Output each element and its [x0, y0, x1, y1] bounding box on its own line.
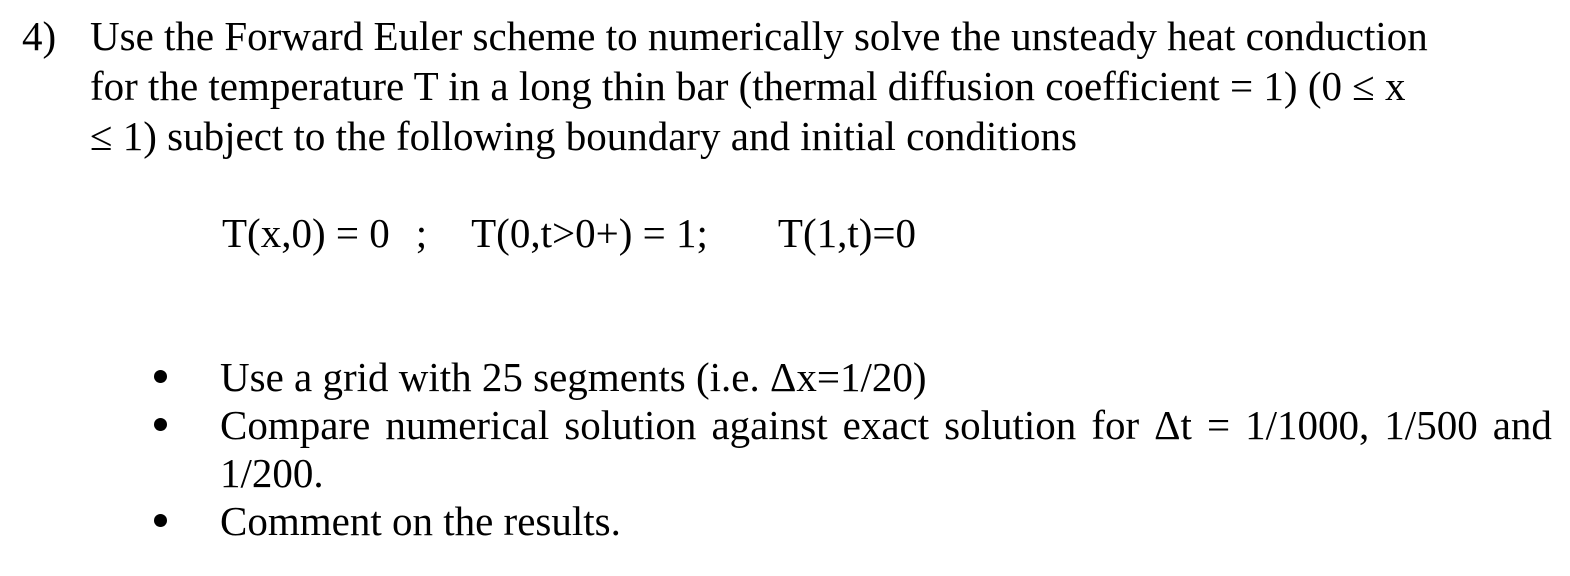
word: Compare — [220, 402, 371, 448]
right-boundary-condition: T(1,t)=0 — [777, 210, 917, 256]
list-item — [150, 352, 1552, 400]
bullet-icon — [154, 370, 167, 383]
question-number: 4) — [22, 13, 57, 59]
list-item-text — [220, 400, 1552, 448]
left-boundary-condition: T(0,t>0+) = 1; — [471, 210, 708, 256]
list-item-text: Use a grid with 25 segments (i.e. Δx=1/20) — [220, 354, 927, 400]
word: for — [1091, 402, 1140, 448]
bullet-icon — [154, 514, 167, 527]
word: solution — [944, 402, 1077, 448]
word: and — [1492, 402, 1552, 448]
word: 1/500 — [1384, 402, 1478, 448]
statement-line: for the temperature T in a long thin bar (thermal diffusion coefficient = 1) (0 ≤ x — [90, 63, 1406, 109]
word: numerical — [385, 402, 550, 448]
word: solution — [564, 402, 697, 448]
task-list — [150, 352, 1552, 544]
word: = — [1206, 402, 1231, 448]
word: exact — [842, 402, 930, 448]
problem-statement — [90, 11, 1552, 161]
word: Δt — [1154, 402, 1192, 448]
list-item — [150, 400, 1552, 496]
list-item-text: Comment on the results. — [220, 498, 621, 544]
word: 1/1000, — [1245, 402, 1370, 448]
list-item — [150, 496, 1552, 544]
boundary-conditions — [222, 208, 916, 258]
statement-line: ≤ 1) subject to the following boundary and initial conditions — [90, 113, 1077, 159]
list-item-text: 1/200. — [220, 450, 324, 496]
initial-condition: T(x,0) = 0 — [222, 210, 390, 256]
bullet-icon — [154, 418, 167, 431]
statement-line: Use the Forward Euler scheme to numerically solve the unsteady heat conduction — [90, 13, 1428, 59]
word: against — [711, 402, 828, 448]
condition-separator: ; — [415, 210, 428, 256]
